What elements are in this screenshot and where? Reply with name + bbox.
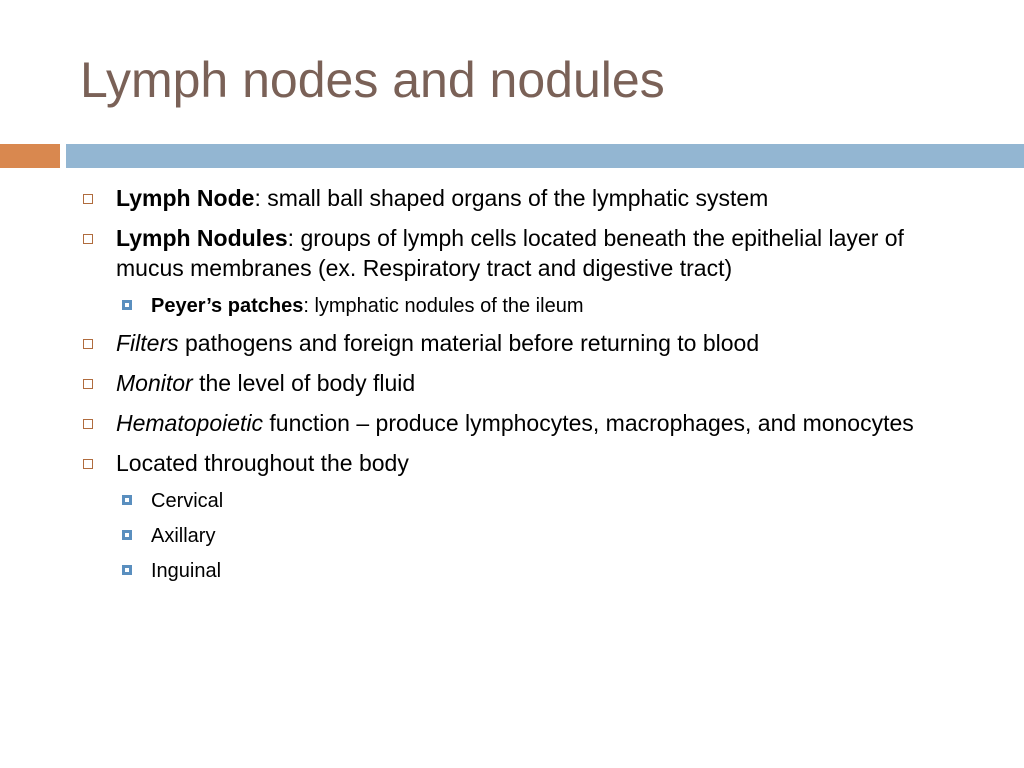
bullet-term: Hematopoietic: [116, 410, 264, 436]
sub-bullet-cervical: [82, 488, 942, 514]
bullet-text: pathogens and foreign material before returning to blood: [178, 330, 760, 356]
bullet-monitor: [82, 368, 942, 398]
bullet-list: [82, 183, 942, 584]
bullet-text: : groups of lymph cells located beneath the epithelial layer of mucus membranes (ex. Respiratory tract and digestive tract): [116, 225, 904, 281]
slide-content: [82, 183, 942, 593]
bullet-hematopoietic: [82, 408, 942, 438]
bullet-text: Inguinal: [151, 560, 222, 582]
filled-square-bullet-icon: [122, 530, 132, 540]
hollow-square-bullet-icon: [83, 194, 93, 204]
hollow-square-bullet-icon: [83, 379, 93, 389]
sub-bullet-peyers-patches: [82, 293, 942, 319]
filled-square-bullet-icon: [122, 495, 132, 505]
bullet-text: the level of body fluid: [192, 370, 416, 396]
slide-title: Lymph nodes and nodules: [80, 52, 665, 108]
bullet-located: [82, 448, 942, 478]
bullet-filters: [82, 328, 942, 358]
bullet-text: : small ball shaped organs of the lymphatic system: [254, 185, 769, 211]
bullet-term: Filters: [116, 330, 179, 356]
bullet-term: Peyer’s patches: [151, 295, 304, 317]
bullet-term: Monitor: [116, 370, 193, 396]
bullet-term: Lymph Node: [116, 185, 255, 211]
sub-bullet-axillary: [82, 523, 942, 549]
hollow-square-bullet-icon: [83, 459, 93, 469]
bullet-lymph-nodules: [82, 223, 942, 283]
hollow-square-bullet-icon: [83, 339, 93, 349]
header-bar: [66, 144, 1024, 168]
hollow-square-bullet-icon: [83, 419, 93, 429]
bullet-lymph-node: [82, 183, 942, 213]
bullet-text: function – produce lymphocytes, macrophages, and monocytes: [263, 410, 914, 436]
bullet-text: : lymphatic nodules of the ileum: [303, 295, 584, 317]
bullet-text: Cervical: [151, 490, 224, 512]
filled-square-bullet-icon: [122, 565, 132, 575]
sub-bullet-inguinal: [82, 558, 942, 584]
bullet-term: Lymph Nodules: [116, 225, 288, 251]
bullet-text: Located throughout the body: [116, 450, 409, 476]
bullet-text: Axillary: [151, 525, 216, 547]
hollow-square-bullet-icon: [83, 234, 93, 244]
accent-bar: [0, 144, 60, 168]
filled-square-bullet-icon: [122, 300, 132, 310]
